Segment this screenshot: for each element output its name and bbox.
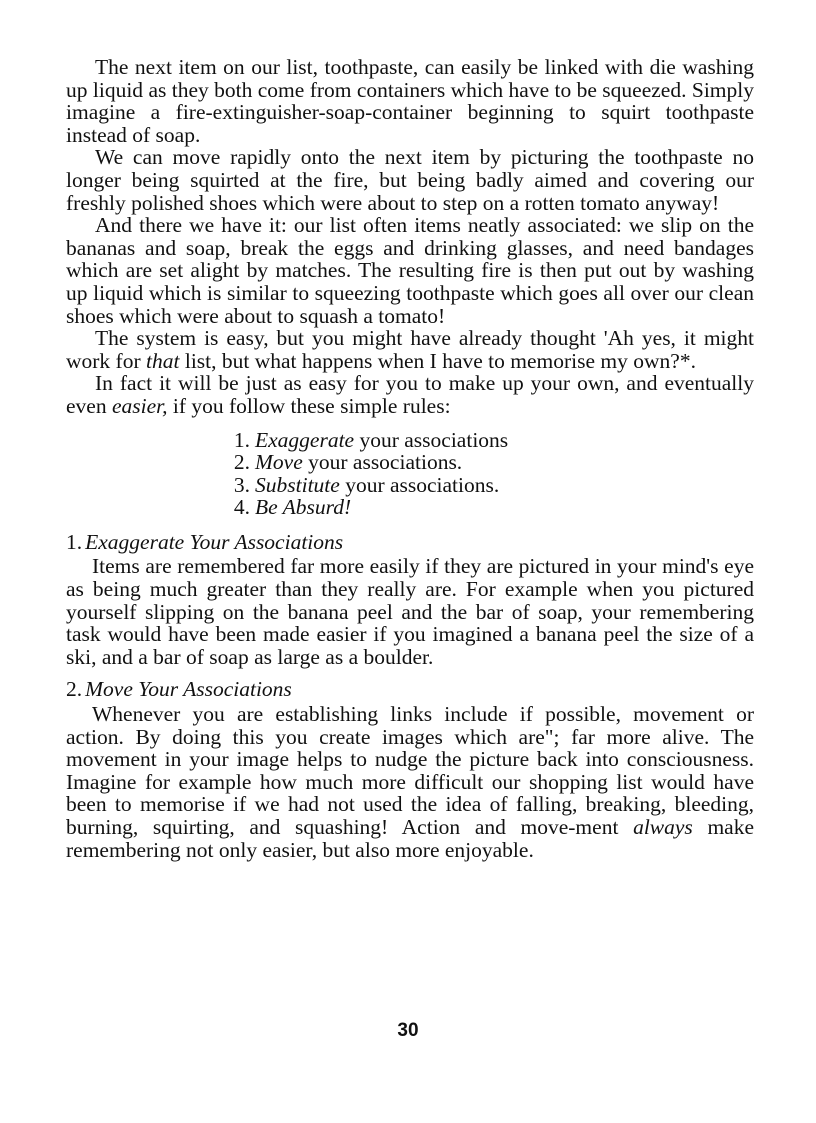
rule-item — [216, 496, 754, 519]
section-heading-move — [66, 678, 754, 701]
rule-keyword: Be Absurd! — [255, 495, 352, 520]
rule-keyword: Substitute — [255, 472, 340, 497]
section-heading-exaggerate — [66, 531, 754, 554]
rule-number: 1. — [233, 427, 250, 452]
rule-item — [216, 451, 754, 474]
rule-number: 4. — [233, 495, 250, 520]
paragraph: We can move rapidly onto the next item by picturing the toothpaste no longer being squirted at the fire, but being badly aimed and covering our freshly polished shoes which were about to step on a rotten tomato anyway! — [66, 145, 754, 215]
rule-text: your associations. — [302, 450, 463, 475]
paragraph-text: make remembering not only easier, but also more enjoyable. — [66, 815, 754, 862]
rules-list — [216, 429, 754, 519]
section-title: Exaggerate Your Associations — [85, 529, 344, 554]
paragraph: The next item on our list, toothpaste, can easily be linked with die washing up liquid as they both come from containers which have to be squeezed. Simply imagine a fire-extinguisher-soap-container beginning to squirt toothpaste instead of soap. — [66, 55, 754, 147]
section-title: Move Your Associations — [85, 677, 292, 702]
paragraph-text: The system is easy, but you might have already thought 'Ah yes, it might work for — [66, 326, 754, 373]
paragraph — [66, 327, 754, 372]
page-content — [66, 56, 754, 871]
emphasis-text: that — [146, 348, 180, 373]
rule-text: your associations. — [339, 472, 500, 497]
paragraph-text: list, but what happens when I have to memorise my own?*. — [179, 348, 696, 373]
paragraph-text: In fact it will be just as easy for you to make up your own, and eventually even — [66, 371, 754, 418]
paragraph-text: if you follow these simple rules: — [167, 393, 451, 418]
emphasis-text: always — [633, 815, 693, 839]
page-number: 30 — [397, 1020, 419, 1041]
rule-item — [216, 429, 754, 452]
paragraph — [66, 372, 754, 417]
section-number: 1. — [66, 529, 83, 554]
section-number: 2. — [66, 677, 83, 702]
rule-text: your associations — [354, 427, 509, 452]
paragraph-text: Whenever you are establishing links include if possible, movement or action. By doing this you create images which are"; far more alive. The movement in your image helps to nudge the picture back into consciousness. Imagine for example how much more difficult our shopping list would have been to memorise if we had not used the idea of falling, breaking, bleeding, burning, squirting, and squashing! Action and move-ment — [66, 702, 754, 839]
emphasis-text: easier, — [111, 393, 168, 418]
rule-number: 3. — [233, 472, 250, 497]
rule-number: 2. — [233, 450, 250, 475]
paragraph: And there we have it: our list often items neatly associated: we slip on the bananas and soap, break the eggs and drinking glasses, and need bandages which are set alight by matches. The resulting fire is then put out by washing up liquid which is similar to squeezing toothpaste which goes all over our clean shoes which were about to squash a tomato! — [66, 213, 754, 328]
rule-keyword: Move — [255, 450, 303, 475]
section-paragraph: Items are remembered far more easily if they are pictured in your mind's eye as being much greater than they really are. For example when you pictured yourself slipping on the banana peel and the bar of soap, your remembering task would have been made easier if you imagined a banana peel the size of a ski, and a bar of soap as large as a boulder. — [66, 554, 754, 669]
rule-item — [216, 474, 754, 497]
section-paragraph — [66, 703, 754, 861]
rule-keyword: Exaggerate — [255, 427, 355, 452]
